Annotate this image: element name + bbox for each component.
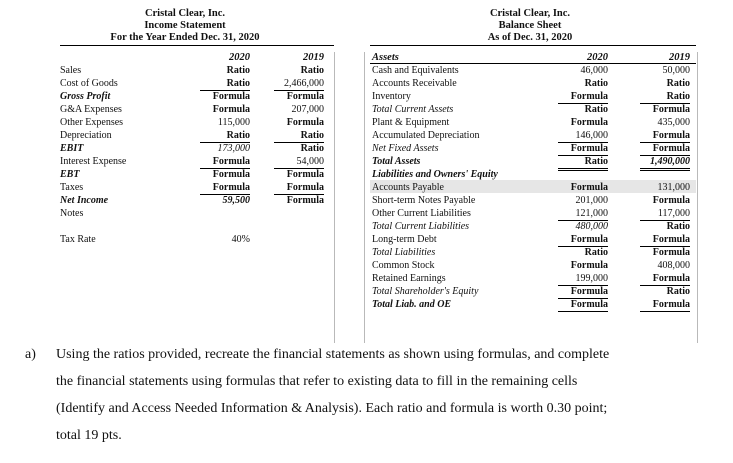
income-row-2019: Formula bbox=[286, 91, 324, 102]
balance-row-label: Total Current Liabilities bbox=[372, 221, 470, 232]
balance-row-2020: 199,000 bbox=[558, 273, 608, 286]
balance-row-2020: Formula bbox=[558, 143, 608, 156]
balance-row-2019: Ratio bbox=[666, 221, 690, 232]
income-row bbox=[60, 182, 330, 194]
balance-row-2019: Formula bbox=[640, 234, 690, 247]
balance-row-2020: Formula bbox=[558, 234, 608, 247]
balance-row-label: Total Liab. and OE bbox=[372, 299, 452, 310]
income-row-label: Gross Profit bbox=[60, 91, 111, 102]
income-row bbox=[60, 104, 330, 116]
question-line-4: total 19 pts. bbox=[56, 428, 122, 443]
income-period: For the Year Ended Dec. 31, 2020 bbox=[110, 32, 260, 43]
income-row bbox=[60, 91, 330, 103]
balance-row-label: Liabilities and Owners' Equity bbox=[372, 169, 498, 180]
income-row bbox=[60, 169, 330, 181]
balance-row bbox=[372, 208, 692, 220]
balance-row-label: Inventory bbox=[372, 91, 411, 102]
income-row-2019: 207,000 bbox=[291, 104, 324, 115]
income-row-label: Other Expenses bbox=[60, 117, 124, 128]
income-col-2020: 2020 bbox=[229, 52, 250, 63]
income-row-label: Cost of Goods bbox=[60, 78, 118, 89]
income-row-2019: Formula bbox=[274, 182, 324, 195]
balance-row-label: Total Current Assets bbox=[372, 104, 454, 115]
balance-row-label: Accounts Payable bbox=[372, 182, 444, 193]
income-row-2019: Ratio bbox=[300, 143, 324, 154]
balance-row-label: Accumulated Depreciation bbox=[372, 130, 480, 141]
balance-row-2019: 117,000 bbox=[640, 208, 690, 221]
income-row bbox=[60, 195, 330, 207]
balance-row bbox=[372, 299, 692, 311]
balance-row bbox=[372, 286, 692, 298]
income-row-label: G&A Expenses bbox=[60, 104, 122, 115]
balance-row bbox=[372, 156, 692, 168]
balance-row bbox=[372, 247, 692, 259]
balance-row-2020: Ratio bbox=[584, 104, 608, 115]
balance-period: As of Dec. 31, 2020 bbox=[487, 32, 573, 43]
income-header-rule bbox=[60, 45, 334, 46]
balance-row-2019: Ratio bbox=[640, 91, 690, 104]
question-line-2: the financial statements using formulas that refer to existing data to fill in the remaining cells bbox=[56, 374, 578, 389]
income-row-2019: Formula bbox=[286, 195, 324, 206]
balance-row-2020: Formula bbox=[558, 286, 608, 299]
income-row bbox=[60, 78, 330, 90]
balance-row bbox=[372, 260, 692, 272]
income-row bbox=[60, 65, 330, 77]
balance-statement-title: Balance Sheet bbox=[498, 20, 562, 31]
balance-row bbox=[372, 91, 692, 103]
income-row-2020: 40% bbox=[231, 234, 250, 245]
income-row-2020: Formula bbox=[212, 91, 250, 102]
income-row bbox=[60, 156, 330, 168]
balance-row-2019: Ratio bbox=[666, 78, 690, 89]
balance-row-2019: Formula bbox=[640, 143, 690, 156]
balance-col-rule bbox=[370, 63, 696, 64]
balance-row-2019: Formula bbox=[652, 104, 690, 115]
income-row-2020: Ratio bbox=[226, 65, 250, 76]
income-row-label: Sales bbox=[60, 65, 82, 76]
income-row bbox=[60, 208, 330, 220]
balance-row-label: Short-term Notes Payable bbox=[372, 195, 476, 206]
income-row-2019: 54,000 bbox=[274, 156, 324, 169]
balance-row bbox=[372, 169, 692, 181]
balance-row-2020: 121,000 bbox=[558, 208, 608, 221]
balance-row-2020: Formula bbox=[570, 117, 608, 128]
balance-row-2020: Formula bbox=[570, 182, 608, 193]
balance-row-2020: 201,000 bbox=[575, 195, 608, 206]
balance-row-2020: 46,000 bbox=[580, 65, 608, 76]
income-row-label: Tax Rate bbox=[60, 234, 96, 245]
balance-row-label: Other Current Liabilities bbox=[372, 208, 471, 219]
balance-row-2019: Formula bbox=[640, 273, 690, 286]
income-row bbox=[60, 117, 330, 129]
balance-col-2020: 2020 bbox=[587, 52, 608, 63]
balance-assets-header: Assets bbox=[372, 52, 399, 63]
income-company: Cristal Clear, Inc. bbox=[144, 8, 226, 19]
balance-row-2019: 50,000 bbox=[662, 65, 690, 76]
balance-row bbox=[372, 195, 692, 207]
question-line-1: Using the ratios provided, recreate the financial statements as shown using formulas, and complete bbox=[56, 347, 610, 362]
balance-row-2020: Ratio bbox=[584, 247, 608, 258]
income-row-2019: Formula bbox=[286, 169, 324, 180]
balance-row-2019: 435,000 bbox=[657, 117, 690, 128]
balance-row-2020: Formula bbox=[570, 260, 608, 271]
balance-row-label: Total Liabilities bbox=[372, 247, 436, 258]
balance-row-label: Accounts Receivable bbox=[372, 78, 457, 89]
balance-row bbox=[372, 143, 692, 155]
balance-row bbox=[372, 234, 692, 246]
balance-row bbox=[372, 130, 692, 142]
balance-row-2019: 408,000 bbox=[657, 260, 690, 271]
balance-row-2020: 480,000 bbox=[575, 221, 608, 232]
question-line-3: (Identify and Access Needed Information & Analysis). Each ratio and formula is worth 0.30 point; bbox=[56, 401, 608, 416]
balance-row-label: Retained Earnings bbox=[372, 273, 446, 284]
balance-row-2019: Formula bbox=[640, 130, 690, 143]
income-row-2020: 173,000 bbox=[217, 143, 250, 154]
balance-row bbox=[372, 182, 692, 194]
income-col-2019: 2019 bbox=[303, 52, 324, 63]
balance-col-2019: 2019 bbox=[669, 52, 690, 63]
income-row-label: Net Income bbox=[60, 195, 109, 206]
income-row-2020: Ratio bbox=[200, 78, 250, 91]
balance-row-label: Long-term Debt bbox=[372, 234, 437, 245]
income-row-label: Interest Expense bbox=[60, 156, 127, 167]
income-row-2020: 115,000 bbox=[217, 117, 250, 128]
balance-row-2020: Ratio bbox=[584, 78, 608, 89]
balance-row-2020: Formula bbox=[558, 299, 608, 312]
balance-row-2019: Formula bbox=[652, 247, 690, 258]
balance-row bbox=[372, 273, 692, 285]
balance-row-2020: Formula bbox=[558, 91, 608, 104]
balance-row-2019: 1,490,000 bbox=[640, 156, 690, 171]
balance-row-label: Plant & Equipment bbox=[372, 117, 450, 128]
balance-row-2019: Formula bbox=[640, 299, 690, 312]
balance-row bbox=[372, 117, 692, 129]
income-row-label: Depreciation bbox=[60, 130, 112, 141]
income-row-label: EBIT bbox=[60, 143, 84, 154]
balance-row bbox=[372, 78, 692, 90]
balance-row bbox=[372, 104, 692, 116]
income-statement-title: Income Statement bbox=[144, 20, 226, 31]
income-row-2019: 2,466,000 bbox=[274, 78, 324, 91]
balance-row-label: Total Shareholder's Equity bbox=[372, 286, 479, 297]
income-row-2019: Ratio bbox=[274, 130, 324, 143]
balance-row-label: Common Stock bbox=[372, 260, 435, 271]
balance-row-2019: Ratio bbox=[666, 286, 690, 297]
income-row-2019: Ratio bbox=[300, 65, 324, 76]
balance-row bbox=[372, 65, 692, 77]
balance-row-2019: 131,000 bbox=[657, 182, 690, 193]
balance-row-2020: Ratio bbox=[558, 156, 608, 171]
income-row bbox=[60, 143, 330, 155]
income-row-label: Taxes bbox=[60, 182, 84, 193]
income-row-2019: Formula bbox=[286, 117, 324, 128]
balance-row-2020: 146,000 bbox=[558, 130, 608, 143]
income-row bbox=[60, 234, 330, 246]
income-row-2020: Ratio bbox=[200, 130, 250, 143]
income-row bbox=[60, 130, 330, 142]
income-row-2020: Formula bbox=[212, 169, 250, 180]
income-row-2020: Formula bbox=[200, 156, 250, 169]
income-row-2020: Formula bbox=[200, 182, 250, 195]
question-marker: a) bbox=[25, 347, 36, 362]
income-row-label: EBT bbox=[60, 169, 80, 180]
balance-row-2019: Formula bbox=[652, 195, 690, 206]
balance-company: Cristal Clear, Inc. bbox=[489, 8, 571, 19]
income-row-2020: Formula bbox=[212, 104, 250, 115]
balance-row-label: Total Assets bbox=[372, 156, 421, 167]
balance-row-label: Cash and Equivalents bbox=[372, 65, 459, 76]
income-row-2020: 59,500 bbox=[222, 195, 250, 206]
balance-row bbox=[372, 221, 692, 233]
balance-header-rule bbox=[370, 45, 696, 46]
income-row-label: Notes bbox=[60, 208, 84, 219]
balance-row-label: Net Fixed Assets bbox=[372, 143, 439, 154]
